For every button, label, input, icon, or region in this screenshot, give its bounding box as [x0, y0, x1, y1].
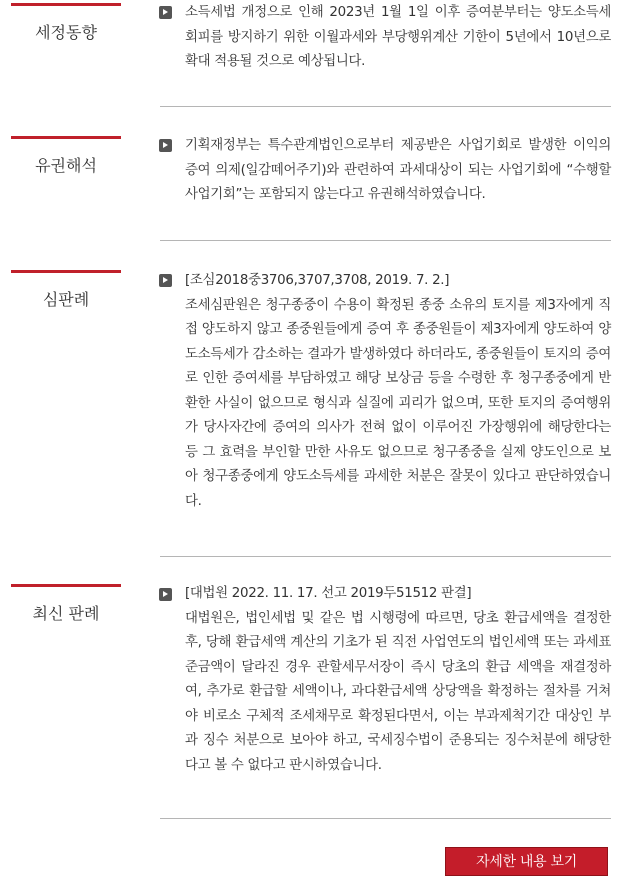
- arrow-bullet-icon: [159, 274, 172, 287]
- divider: [160, 106, 611, 107]
- category-label: 유권해석: [35, 156, 97, 175]
- section-text: 기획재정부는 특수관계법인으로부터 제공받은 사업기회로 발생한 이익의 증여 의제(일감떼어주기)와 관련하여 과세대상이 되는 사업기회에 “수행할 사업기회”는 포함되지 않는다고 유권해석하였습니다.: [185, 138, 611, 202]
- category-accent-bar: [11, 584, 121, 587]
- category-tab: [11, 3, 121, 43]
- category-label: 세정동향: [35, 23, 97, 42]
- divider: [160, 818, 611, 819]
- divider: [160, 240, 611, 241]
- view-details-button[interactable]: 자세한 내용 보기: [445, 847, 608, 876]
- category-tab: [11, 270, 121, 310]
- section-text: 조세심판원은 청구종중이 수용이 확정된 종중 소유의 토지를 제3자에게 직접 양도하지 않고 종중원들에게 증여 후 종중원들이 제3자에게 양도하여 양도소득세가 감소하는 결과가 발생하였다 하더라도, 종중원들이 토지의 증여로 인한 증여세를 부담하였고 해당 보상금 등을 수령한 후 청구종중에게 반환한 사실이 없으므로 형식과 실질에 괴리가 없으며, 또한 토지의 증여행위가 당사자간에 증여의 의사가 전혀 없이 이루어진 가장행위에 해당한다는 등 그 효력을 부인할 만한 사유도 없으므로 청구종중을 실제 양도인으로 보아 청구종중에게 양도소득세를 과세한 처분은 잘못이 있다고 판단하였습니다.: [185, 297, 611, 509]
- category-tab: [11, 136, 121, 176]
- section-body: [185, 1, 611, 75]
- divider: [160, 556, 611, 557]
- case-citation: [조심2018중3706,3707,3708, 2019. 7. 2.]: [185, 273, 450, 288]
- section-text: 대법원은, 법인세법 및 같은 법 시행령에 따르면, 당초 환급세액을 결정한 후, 당해 환급세액 계산의 기초가 된 직전 사업연도의 법인세액 또는 과세표준금액이 달라진 경우 관할세무서장이 즉시 당초의 환급 세액을 재결정하여, 추가로 환급할 세액이나, 과다환급세액 상당액을 확정하는 절차를 거쳐야 비로소 구체적 조세채무로 확정된다면서, 이는 부과제척기간 대상인 부과 징수 처분으로 보아야 하고, 국세징수법이 준용되는 징수처분에 해당한다고 볼 수 없다고 판시하였습니다.: [185, 610, 611, 773]
- category-accent-bar: [11, 136, 121, 139]
- section-text: 소득세법 개정으로 인해 2023년 1월 1일 이후 증여분부터는 양도소득세 회피를 방지하기 위한 이월과세와 부당행위계산 기한이 5년에서 10년으로 확대 적용될 것으로 예상됩니다.: [185, 5, 611, 69]
- arrow-bullet-icon: [159, 6, 172, 19]
- case-citation: [대법원 2022. 11. 17. 선고 2019두51512 판결]: [185, 586, 472, 601]
- section-body: [185, 134, 611, 208]
- section-body: [185, 582, 611, 778]
- category-accent-bar: [11, 3, 121, 6]
- category-label: 심판례: [42, 290, 90, 309]
- arrow-bullet-icon: [159, 139, 172, 152]
- category-accent-bar: [11, 270, 121, 273]
- category-tab: [11, 584, 121, 624]
- category-label: 최신 판례: [32, 604, 100, 623]
- section-body: [185, 269, 611, 514]
- arrow-bullet-icon: [159, 588, 172, 601]
